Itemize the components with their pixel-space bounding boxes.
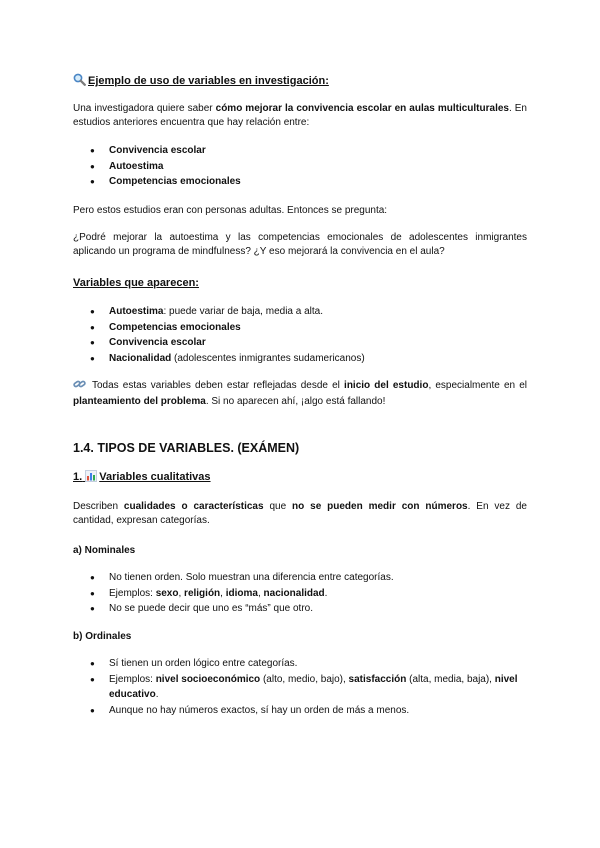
example-intro: Una investigadora quiere saber cómo mejorar la convivencia escolar en aulas multiculturales. En estudios anteriores encuentra que hay relación entre: [73, 103, 527, 128]
list-item: ● No se puede decir que uno es “más” que otro. [90, 601, 527, 617]
variables-list [90, 304, 527, 366]
nominales-heading: a) Nominales [73, 545, 136, 556]
list-item: ● Convivencia escolar [90, 335, 527, 351]
list-item: ● Nacionalidad (adolescentes inmigrantes sudamericanos) [90, 351, 527, 367]
list-item: ● Competencias emocionales [90, 320, 527, 336]
subsection-heading: 1. Variables cualitativas [73, 470, 527, 487]
list-item: ● Competencias emocionales [90, 174, 527, 190]
variables-heading: Variables que aparecen: [73, 277, 199, 289]
list-item: ● Autoestima: puede variar de baja, media a alta. [90, 304, 527, 320]
magnifier-icon [73, 73, 86, 91]
list-item: ● Ejemplos: nivel socioeconómico (alto, medio, bajo), satisfacción (alta, media, baja), nivel educativo. [90, 672, 527, 703]
list-item: ● Ejemplos: sexo, religión, idioma, nacionalidad. [90, 586, 527, 602]
list-item: ● Convivencia escolar [90, 143, 527, 159]
example-heading: Ejemplo de uso de variables en investigación: [73, 73, 527, 91]
example-list [90, 143, 527, 190]
ordinales-list [90, 656, 527, 718]
research-question: ¿Podré mejorar la autoestima y las competencias emocionales de adolescentes inmigrantes aplicando un programa de mindfulness? ¿Y eso mejorará la convivencia en el aula? [73, 232, 527, 257]
nominales-list [90, 570, 527, 617]
paragraph: Pero estos estudios eran con personas adultas. Entonces se pregunta: [73, 205, 388, 216]
list-item: ● Sí tienen un orden lógico entre categorías. [90, 656, 527, 672]
ordinales-heading: b) Ordinales [73, 631, 132, 642]
cualitativas-description: Describen cualidades o características que no se pueden medir con números. En vez de cantidad, expresan categorías. [73, 501, 527, 526]
list-item: ● Aunque no hay números exactos, sí hay un orden de más a menos. [90, 703, 527, 719]
note-paragraph: Todas estas variables deben estar reflejadas desde el inicio del estudio, especialmente en el planteamiento del problema. Si no aparecen ahí, ¡algo está fallando! [73, 380, 527, 407]
list-item: ● No tienen orden. Solo muestran una diferencia entre categorías. [90, 570, 527, 586]
list-item: ● Autoestima [90, 159, 527, 175]
section-title: 1.4. TIPOS DE VARIABLES. (EXÁMEN) [73, 441, 300, 455]
link-icon [73, 378, 86, 395]
bar-chart-icon [85, 470, 97, 487]
